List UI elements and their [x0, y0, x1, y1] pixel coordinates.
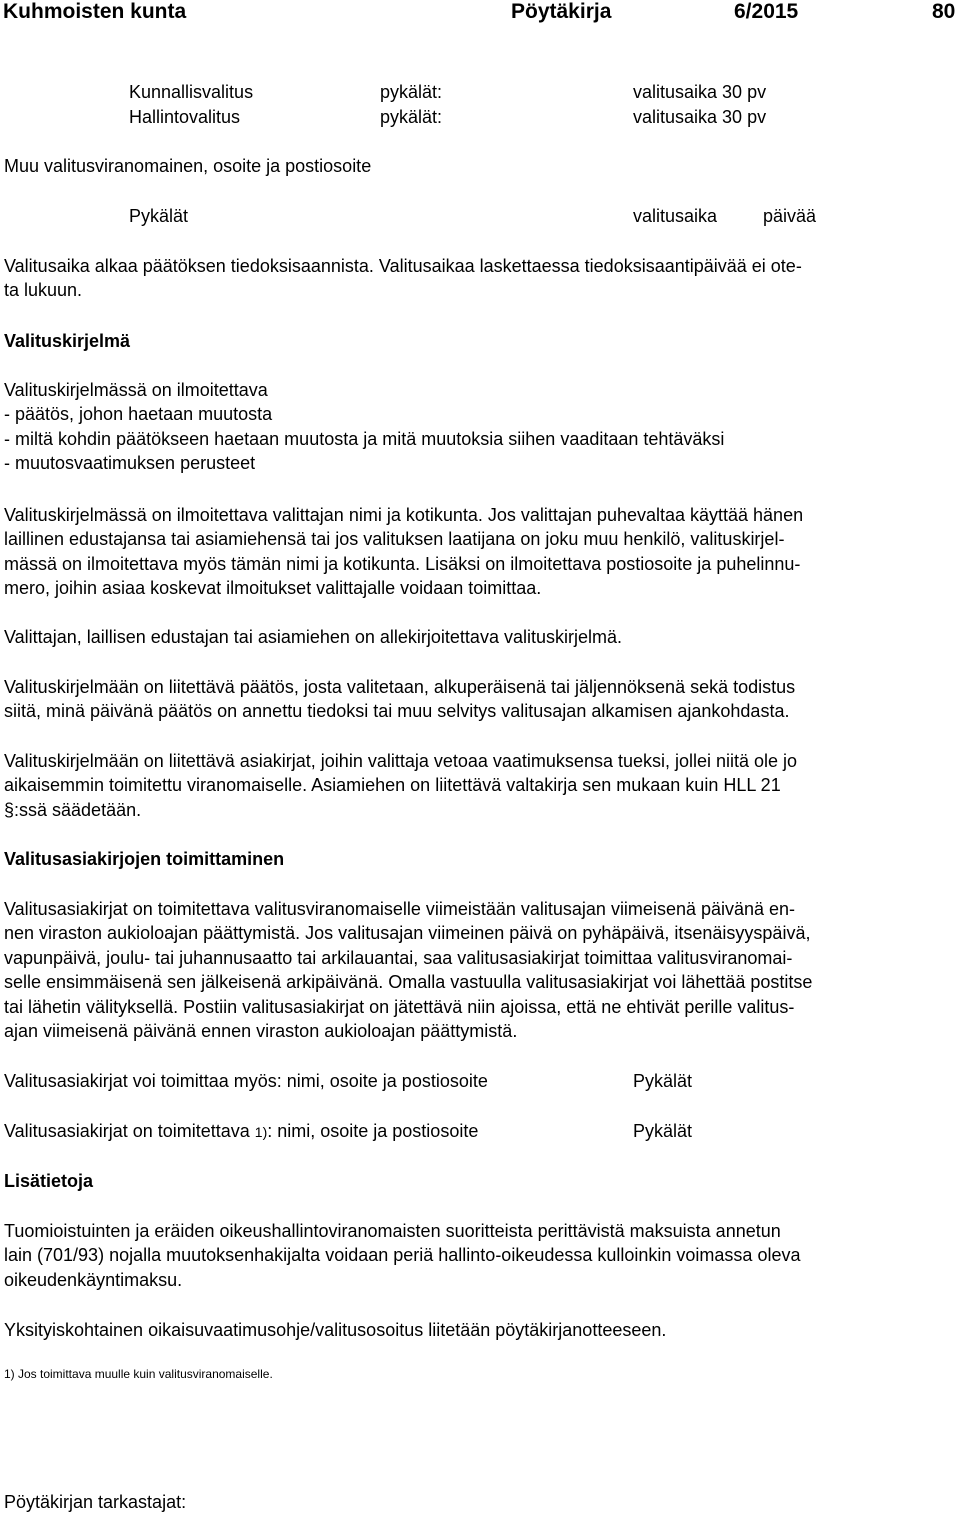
appeal-row-admin-period: valitusaika 30 pv: [633, 107, 767, 127]
paragraph-line: Valituskirjelmässä on ilmoitettava valittajan nimi ja kotikunta. Jos valittajan puhevaltaa käyttää hänen: [4, 505, 804, 525]
paragraph-line: Valituskirjelmään on liitettävä asiakirjat, joihin valittaja vetoaa vaatimuksensa tueksi, jollei niitä ole jo: [4, 751, 798, 771]
delivery-paragraph: [4, 897, 956, 1043]
period-note-line: ta lukuun.: [4, 280, 83, 301]
delivery-also-sections: Pykälät: [633, 1071, 693, 1091]
paragraph-line: oikeudenkäyntimaksu.: [4, 1269, 183, 1290]
delivery-to-text: [4, 1119, 478, 1144]
paragraph-line: mero, joihin asiaa koskevat ilmoitukset valittajalle voidaan toimittaa.: [4, 578, 542, 599]
letter-intro: [4, 378, 956, 476]
appeal-row-municipal-sections: pykälät:: [380, 82, 443, 102]
paragraph-line: Tuomioistuinten ja eräiden oikeushallintoviranomaisten suoritteista perittävistä maksuista annetun: [4, 1221, 781, 1241]
document-type: Pöytäkirja: [511, 0, 612, 23]
info-paragraph: [4, 1219, 956, 1292]
heading-more-info: Lisätietoja: [4, 1171, 94, 1191]
letter-paragraph-4: [4, 749, 956, 822]
paragraph-line: Valituskirjelmään on liitettävä päätös, josta valitetaan, alkuperäisenä tai jäljennöksenä sekä todistus: [4, 677, 796, 697]
letter-intro-line: - muutosvaatimuksen perusteet: [4, 453, 256, 474]
page-number: 80: [932, 0, 956, 23]
paragraph-line: aikaisemmin toimitettu viranomaiselle. Asiamiehen on liitettävä valtakirja sen mukaan kuin HLL 21: [4, 775, 781, 796]
appeal-row-admin-label: Hallintovalitus: [129, 107, 241, 127]
footnote-reference: 1): [254, 1124, 268, 1140]
paragraph-line: §:ssä säädetään.: [4, 799, 142, 820]
issue-number: 6/2015: [734, 0, 799, 23]
period-note-line: Valitusaika alkaa päätöksen tiedoksisaannista. Valitusaikaa laskettaessa tiedoksisaantipäivää ei ote-: [4, 256, 802, 276]
paragraph-line: Valitusasiakirjat on toimitettava valitusviranomaiselle viimeistään valitusajan viimeisenä päivänä en-: [4, 899, 796, 919]
letter-paragraph-1: [4, 503, 956, 601]
paragraph-line: tai lähetin välityksellä. Postiin valitusasiakirjat on jätettävä niin ajoissa, että ne ehtivät perille valitus-: [4, 996, 795, 1017]
letter-paragraph-2: Valittajan, laillisen edustajan tai asiamiehen on allekirjoitettava valituskirjelmä.: [4, 627, 622, 647]
page-footer-reviewers: Pöytäkirjan tarkastajat:: [4, 1492, 187, 1512]
attachment-note: Yksityiskohtainen oikaisuvaatimusohje/valitusosoitus liitetään pöytäkirjanotteeseen.: [4, 1320, 667, 1340]
heading-appeal-letter: Valituskirjelmä: [4, 331, 131, 351]
paragraph-line: laillinen edustajansa tai asiamiehensä tai jos valituksen laatijana on joku muu henkilö, valituskirjel-: [4, 529, 785, 550]
period-note: [4, 254, 956, 303]
paragraph-line: selle ensimmäisenä sen jälkeisenä arkipäivänä. Omalla vastuulla valitusasiakirjat voi lähettää postitse: [4, 972, 813, 993]
paragraph-line: siitä, minä päivänä päätös on annettu tiedoksi tai muu selvitys valitusajan alkamisen ajankohdasta.: [4, 701, 790, 722]
appeal-row-municipal-period: valitusaika 30 pv: [633, 82, 767, 102]
paragraph-line: ajan viimeisenä päivänä ennen viraston aukioloajan päättymistä.: [4, 1021, 518, 1042]
appeal-row-admin-sections: pykälät:: [380, 107, 443, 127]
paragraph-line: nen viraston aukioloajan päättymistä. Jos valitusajan viimeinen päivä on pyhäpäivä, itsenäisyyspäivä,: [4, 923, 811, 944]
paragraph-line: vapunpäivä, joulu- tai juhannusaatto tai arkilauantai, saa valitusasiakirjat toimittaa valitusviranomai-: [4, 947, 793, 968]
delivery-to-text-end: : nimi, osoite ja postiosoite: [267, 1121, 479, 1141]
page-header: [0, 0, 960, 24]
letter-intro-line: Valituskirjelmässä on ilmoitettava: [4, 380, 268, 400]
delivery-also-text: Valitusasiakirjat voi toimittaa myös: nimi, osoite ja postiosoite: [4, 1071, 488, 1091]
letter-intro-line: - miltä kohdin päätökseen haetaan muutosta ja mitä muutoksia siihen vaaditaan tehtäväksi: [4, 428, 725, 449]
footnote: 1) Jos toimittava muulle kuin valitusviranomaiselle.: [4, 1367, 273, 1381]
paragraph-line: lain (701/93) nojalla muutoksenhakijalta voidaan periä hallinto-oikeudessa kulloinkin voimassa oleva: [4, 1245, 801, 1266]
municipality-name: Kuhmoisten kunta: [3, 0, 187, 23]
delivery-to-sections: Pykälät: [633, 1121, 693, 1141]
delivery-to-text-start: Valitusasiakirjat on toimitettava: [4, 1121, 255, 1141]
other-authority-label: Muu valitusviranomainen, osoite ja postiosoite: [4, 156, 372, 176]
letter-intro-line: - päätös, johon haetaan muutosta: [4, 404, 273, 425]
letter-paragraph-3: [4, 675, 956, 724]
paragraph-line: mässä on ilmoitettava myös tämän nimi ja kotikunta. Lisäksi on ilmoitettava postiosoite ja puhelinnu-: [4, 553, 801, 574]
heading-document-delivery: Valitusasiakirjojen toimittaminen: [4, 849, 285, 869]
period-label: valitusaika: [633, 206, 718, 226]
appeal-row-municipal-label: Kunnallisvalitus: [129, 82, 254, 102]
days-label: päivää: [763, 206, 817, 226]
sections-label: Pykälät: [129, 206, 189, 226]
